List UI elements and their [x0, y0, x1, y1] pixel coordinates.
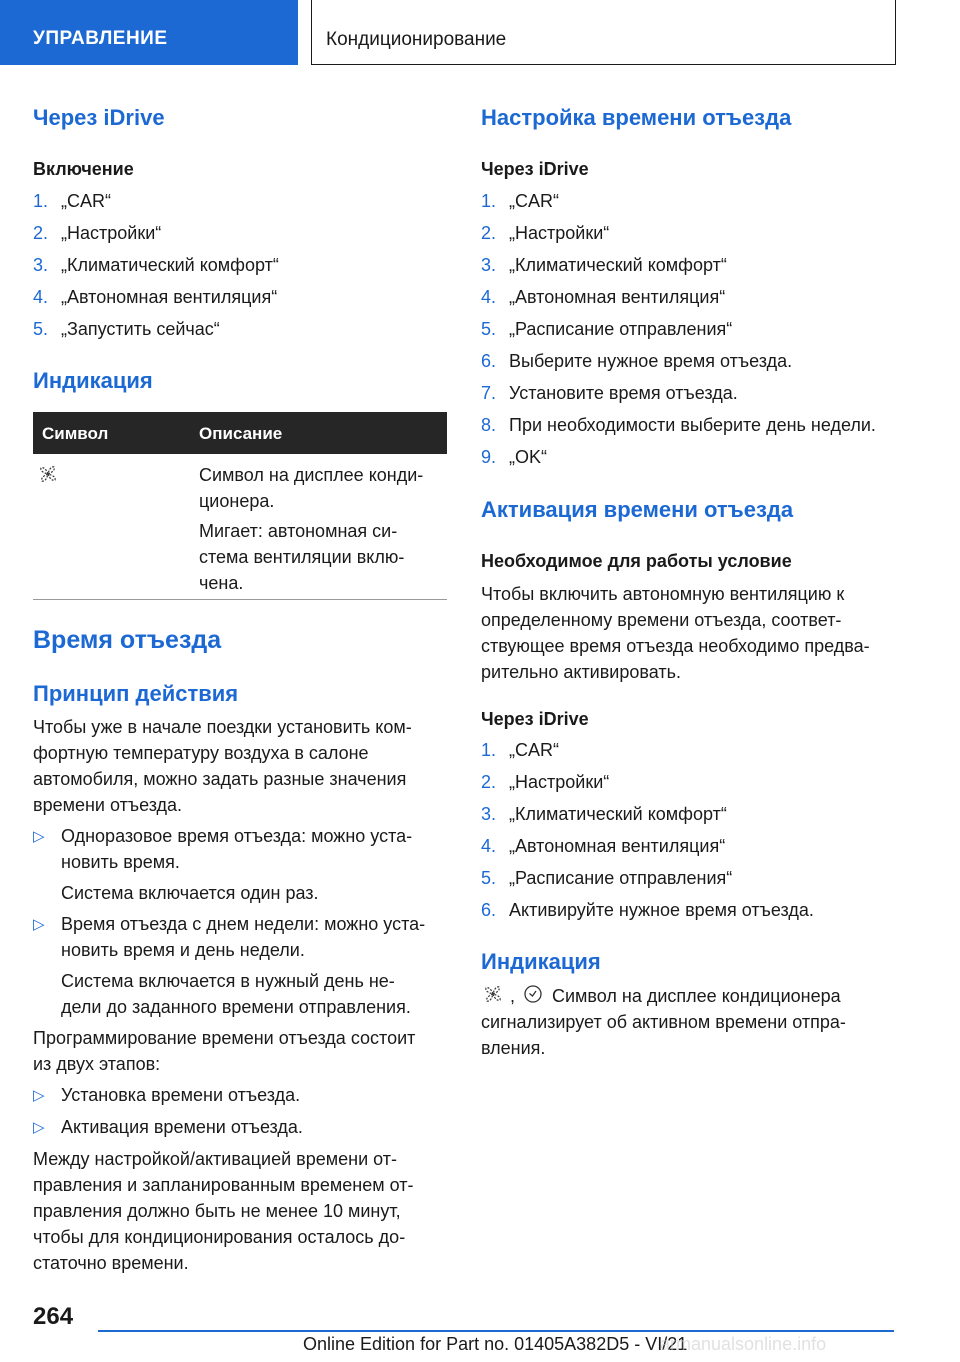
text-line: из двух этапов: [33, 1054, 161, 1074]
heading-set-departure: Настройка времени отъезда [481, 105, 792, 130]
text-line: вления. [481, 1038, 546, 1058]
text-line: дели до заданного времени отправления. [61, 997, 411, 1017]
text-line: новить время. [61, 852, 180, 872]
heading-indication: Индикация [481, 949, 601, 974]
heading-idrive: Через iDrive [481, 159, 589, 179]
table-desc-line: ционера. [199, 491, 275, 511]
section-tab [0, 0, 298, 65]
table-desc-line: чена. [199, 573, 244, 593]
text-line: чтобы для кондиционирования осталось до- [33, 1227, 406, 1247]
chapter-box [311, 0, 896, 65]
text-line: правления должно быть не менее 10 минут, [33, 1201, 401, 1221]
text-line: автомобиля, можно задать разные значения [33, 769, 407, 789]
text-line: Система включается в нужный день не- [61, 971, 395, 991]
column-description: Описание [199, 424, 283, 443]
fan-icon [38, 464, 58, 484]
heading-idrive: Через iDrive [481, 709, 589, 729]
heading-activate-departure: Активация времени отъезда [481, 497, 794, 522]
page-number: 264 [33, 1303, 74, 1330]
watermark: armanualsonline.info [660, 1334, 827, 1354]
text-line: статочно времени. [33, 1253, 189, 1273]
table-desc-line: Символ на дисплее конди- [199, 465, 424, 485]
comma-separator: , [510, 986, 516, 1006]
text-line: определенному времени отъезда, соответ- [481, 610, 842, 630]
heading-departure-time: Время отъезда [33, 626, 222, 654]
text-line: рительно активировать. [481, 662, 681, 682]
footer-divider [98, 1330, 894, 1332]
text-line: ствующее время отъезда необходимо предва- [481, 636, 870, 656]
table-header [33, 412, 447, 454]
heading-principle: Принцип действия [33, 681, 239, 706]
heading-idrive: Через iDrive [33, 105, 165, 130]
chapter-title: Кондиционирование [326, 29, 507, 50]
text-line: Чтобы включить автономную вентиляцию к [481, 584, 845, 604]
table-desc-line: стема вентиляции вклю- [199, 547, 405, 567]
heading-switch-on: Включение [33, 159, 134, 179]
heading-indication: Индикация [33, 368, 153, 393]
text-line: сигнализирует об активном времени отпра- [481, 1012, 846, 1032]
fan-icon [483, 984, 503, 1004]
text-line: Чтобы уже в начале поездки установить ком- [33, 717, 412, 737]
table-desc-line: Мигает: автономная си- [199, 521, 398, 541]
table-divider [33, 599, 447, 600]
text-line: новить время и день недели. [61, 940, 305, 960]
text-line: времени отъезда. [33, 795, 183, 815]
section-title: УПРАВЛЕНИЕ [33, 28, 168, 49]
text-line: правления и запланированным временем от- [33, 1175, 414, 1195]
column-symbol: Символ [42, 424, 109, 443]
text-line: Программирование времени отъезда состоит [33, 1028, 416, 1048]
edition-text: Online Edition for Part no. 01405A382D5 - VI/21 [303, 1334, 688, 1354]
text-line: Между настройкой/активацией времени от- [33, 1149, 397, 1169]
text-line: Система включается один раз. [61, 883, 319, 903]
text-line: Символ на дисплее кондиционера [552, 986, 841, 1006]
clock-icon [523, 984, 543, 1004]
text-line: фортную температуру воздуха в салоне [33, 743, 369, 763]
heading-requirement: Необходимое для работы условие [481, 551, 792, 571]
